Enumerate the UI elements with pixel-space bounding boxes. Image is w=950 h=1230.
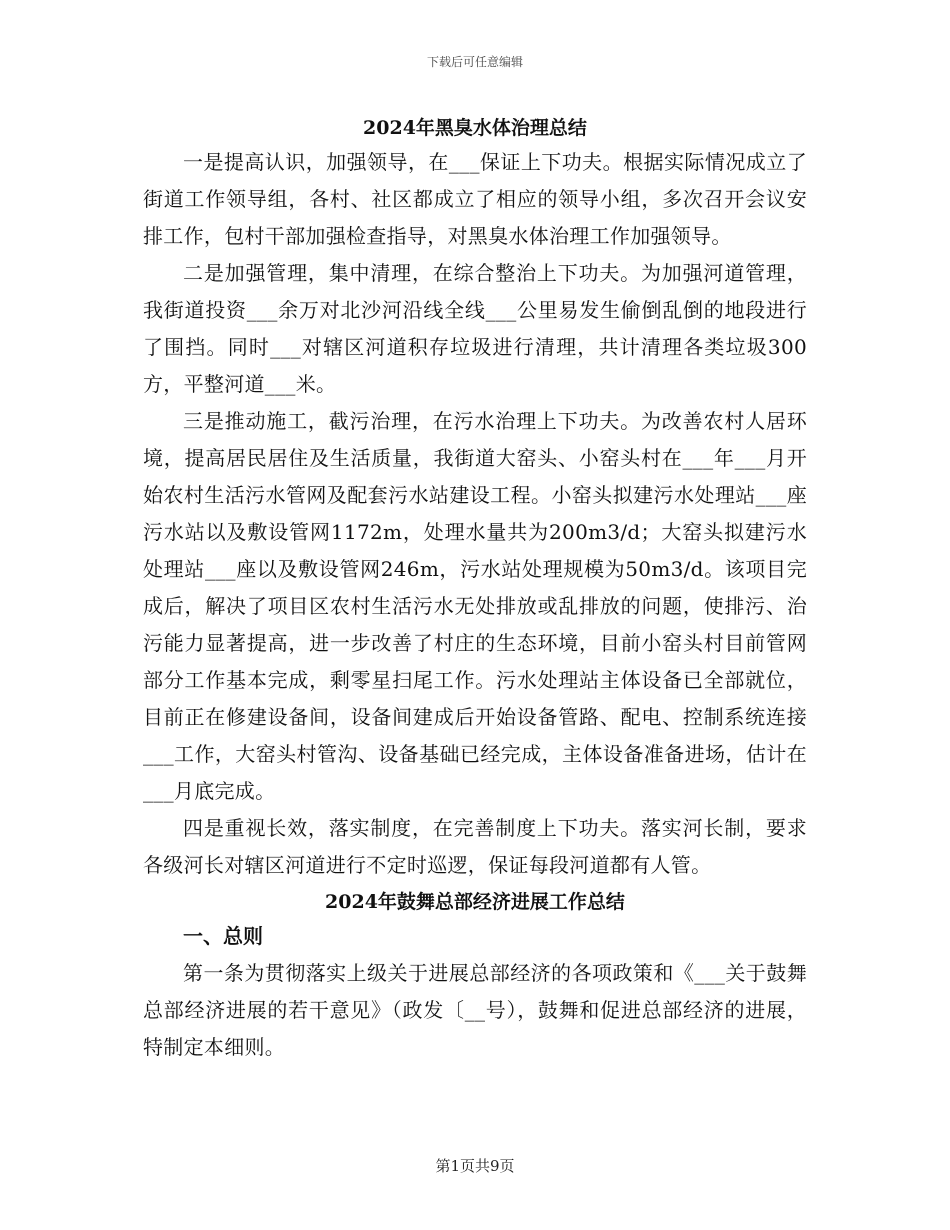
header-note: 下载后可任意编辑 xyxy=(426,55,523,69)
page-footer: 第1页共9页 xyxy=(435,1157,515,1175)
section2-title: 2024年鼓舞总部经济进展工作总结 xyxy=(325,891,625,913)
section1-paragraph-3: 三是推动施工，截污治理，在污水治理上下功夫。为改善农村人居环境，提高居民居住及生活质量，我街道大窑头、小窑头村在___年___月开始农村生活污水管网及配套污水站建设工程。小窑头拟建污水处理站___座污水站以及敷设管网1172m，处理水量共为200m3/d；大窑头拟建污水处理站___座以及敷设管网246m，污水站处理规模为50m3/d。该项目完成后，解决了项目区农村生活污水无处排放或乱排放的问题，使排污、治污能力显著提高，进一步改善了村庄的生态环境，目前小窑头村目前管网部分工作基本完成，剩零星扫尾工作。污水处理站主体设备已全部就位，目前正在修建设备间，设备间建成后开始设备管路、配电、控制系统连接___工作，大窑头村管沟、设备基础已经完成，主体设备准备进场，估计在___月底完成。 xyxy=(143,409,807,803)
section1-paragraph-1: 一是提高认识，加强领导，在___保证上下功夫。根据实际情况成立了街道工作领导组，各村、社区都成立了相应的领导小组，多次召开会议安排工作，包村干部加强检查指导，对黑臭水体治理工作加强领导。 xyxy=(143,150,807,248)
section2-paragraph-1: 第一条为贯彻落实上级关于进展总部经济的各项政策和《___关于鼓舞总部经济进展的若干意见》（政发〔__号），鼓舞和促进总部经济的进展，特制定本细则。 xyxy=(143,961,807,1059)
section1-title: 2024年黑臭水体治理总结 xyxy=(363,117,587,139)
section1-paragraph-2: 二是加强管理，集中清理，在综合整治上下功夫。为加强河道管理，我街道投资___余万对北沙河沿线全线___公里易发生偷倒乱倒的地段进行了围挡。同时___对辖区河道积存垃圾进行清理，共计清理各类垃圾300方，平整河道___米。 xyxy=(143,261,807,396)
section1-paragraph-4: 四是重视长效，落实制度，在完善制度上下功夫。落实河长制，要求各级河长对辖区河道进行不定时巡逻，保证每段河道都有人管。 xyxy=(143,816,807,877)
document-body xyxy=(143,112,807,1066)
section2-heading: 一、总则 xyxy=(183,924,263,948)
